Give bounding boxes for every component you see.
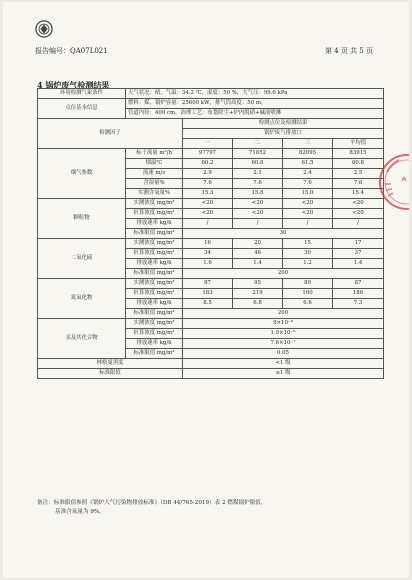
param-name: 标准限值 mg/m³	[126, 229, 183, 239]
env-value: 天气状况：晴，气温：34.2 ℃，湿度：50 %，大气压：99.6 kPa	[126, 89, 384, 99]
table-row	[38, 199, 384, 209]
cell: <20	[233, 199, 283, 209]
param-name: 实测浓度 mg/m³	[126, 239, 183, 249]
cell: <20	[333, 209, 384, 219]
cell: 30	[283, 249, 333, 259]
col-header: 三	[283, 139, 333, 149]
cell: 7.6	[233, 179, 283, 189]
cell: 95	[233, 279, 283, 289]
param-name: 标准限值 mg/m³	[126, 269, 183, 279]
table-row	[38, 359, 384, 369]
cell: 15	[283, 239, 333, 249]
cell: 186	[333, 289, 384, 299]
cell: <20	[333, 199, 384, 209]
cell: 6.8	[233, 299, 283, 309]
results-table	[37, 88, 384, 379]
cell: 7.3	[333, 299, 384, 309]
site-line-2: 管道内径：400 cm，治理工艺：布袋除尘+炉内脱硝+碱液喷淋	[126, 109, 384, 119]
cell: 8.5	[183, 299, 233, 309]
cell: 34	[183, 249, 233, 259]
limit-value: 200	[183, 269, 384, 279]
param-name: 流速 m/s	[126, 169, 183, 179]
param-name: 排放速率 kg/h	[126, 299, 183, 309]
param-name: 排放速率 kg/h	[126, 219, 183, 229]
param-name: 实测浓度 mg/m³	[126, 279, 183, 289]
cell: /	[283, 219, 333, 229]
limit-value: 30	[183, 229, 384, 239]
table-row	[38, 319, 384, 329]
table-row	[38, 149, 384, 159]
param-name: 排放速率 kg/h	[126, 259, 183, 269]
cell: 60.2	[183, 159, 233, 169]
env-row	[38, 89, 384, 99]
cell: 87	[333, 279, 384, 289]
param-name: 实测浓度 mg/m³	[126, 319, 183, 329]
cell: 1.9×10⁻⁵	[183, 329, 384, 339]
cell: 7.6	[283, 179, 333, 189]
cell: 15.8	[233, 189, 283, 199]
cell: 219	[233, 289, 283, 299]
company-logo-icon	[35, 20, 53, 38]
cell: <1 级	[183, 359, 384, 369]
site-row	[38, 99, 384, 109]
param-name: 含湿量%	[126, 179, 183, 189]
cell: 1.4	[333, 259, 384, 269]
cell: 83915	[333, 149, 384, 159]
ringelmann-label: 林格曼黑度	[38, 359, 183, 369]
env-label: 环境检测气象条件	[38, 89, 126, 99]
col-header: 一	[183, 139, 233, 149]
cell: /	[233, 219, 283, 229]
limit-value: 0.05	[183, 349, 384, 359]
result-group-header: 检测点位及检测结果	[183, 119, 384, 129]
cell: 6.6	[283, 299, 333, 309]
pm-group-label: 颗粒物	[38, 199, 126, 239]
cell: 60.8	[333, 159, 384, 169]
cell: 9×10⁻⁸	[183, 319, 384, 329]
limit-value: 200	[183, 309, 384, 319]
official-seal-icon	[377, 152, 409, 212]
param-name: 实测含氧量%	[126, 189, 183, 199]
param-name: 折算浓度 mg/m³	[126, 289, 183, 299]
cell: 183	[183, 289, 233, 299]
cell: 46	[233, 249, 283, 259]
param-name: 折算浓度 mg/m³	[126, 209, 183, 219]
notes	[37, 499, 383, 517]
cell: 15.3	[183, 189, 233, 199]
param-name: 折算浓度 mg/m³	[126, 329, 183, 339]
site-line-1: 燃料：煤，锅炉容量：25600 kW，排气筒高度：50 m，	[126, 99, 384, 109]
cell: 2.5	[333, 169, 384, 179]
section-title: 4 锅炉废气检测结果	[37, 80, 110, 90]
nox-group-label: 氮氧化物	[38, 279, 126, 319]
limit-value: ≤1 级	[183, 369, 384, 379]
cell: 7.6	[183, 179, 233, 189]
cell: <20	[283, 199, 333, 209]
cell: 61.5	[283, 159, 333, 169]
cell: 2.9	[183, 169, 233, 179]
ringelmann-limit-label: 标准限值	[38, 369, 183, 379]
cell: /	[333, 219, 384, 229]
cell: 7.6	[333, 179, 384, 189]
param-name: 排放速率 kg/h	[126, 339, 183, 349]
param-name: 标干流量 m³/h	[126, 149, 183, 159]
page-indicator: 第 4 页 共 5 页	[324, 47, 373, 55]
cell: 97797	[183, 149, 233, 159]
cell: 16	[183, 239, 233, 249]
report-number: 报告编号：QA07L021	[35, 47, 108, 55]
cell: <20	[283, 209, 333, 219]
table-row	[38, 239, 384, 249]
note-line-2: 基准含氧量为 9%。	[55, 509, 105, 515]
site-label: 点位基本信息	[38, 99, 126, 119]
cell: 15.4	[333, 189, 384, 199]
col-header: 二	[233, 139, 283, 149]
so2-group-label: 二氧化硫	[38, 239, 126, 279]
table-row	[38, 279, 384, 289]
cell: 82095	[283, 149, 333, 159]
cell: 1.4	[233, 259, 283, 269]
cell: 20	[233, 239, 283, 249]
cell: 60.8	[233, 159, 283, 169]
note-line-1: 备注：标准限值参照《锅炉大气污染物排放标准》（DB 44/765-2019）表 2 燃煤锅炉限值，	[37, 500, 267, 506]
cell: 160	[283, 289, 333, 299]
param-name: 标准限值 mg/m³	[126, 309, 183, 319]
param-name: 标准限值 mg/m³	[126, 349, 183, 359]
cell: 2.1	[233, 169, 283, 179]
cell: 1.2	[283, 259, 333, 269]
param-name: 折算浓度 mg/m³	[126, 249, 183, 259]
param-name: 实测浓度 mg/m³	[126, 199, 183, 209]
col-header: 平均值	[333, 139, 384, 149]
cell: /	[183, 219, 233, 229]
cell: <20	[183, 209, 233, 219]
cell: 17	[333, 239, 384, 249]
hg-group-label: 汞及其化合物	[38, 319, 126, 359]
cell: <20	[233, 209, 283, 219]
cell: 80	[283, 279, 333, 289]
cell: 71852	[233, 149, 283, 159]
cell: 87	[183, 279, 233, 289]
cell: 1.6	[183, 259, 233, 269]
table-row	[38, 369, 384, 379]
param-name: 烟温℃	[126, 159, 183, 169]
report-page	[3, 2, 409, 578]
point-header: 锅炉废气排放口	[183, 129, 384, 139]
cell: 37	[333, 249, 384, 259]
result-header-row	[38, 119, 384, 129]
cell: 15.0	[283, 189, 333, 199]
factor-header: 检测因子	[38, 119, 183, 149]
flue-group-label: 烟气参数	[38, 149, 126, 199]
cell: 7.6×10⁻⁷	[183, 339, 384, 349]
cell: <20	[183, 199, 233, 209]
cell: 2.4	[283, 169, 333, 179]
